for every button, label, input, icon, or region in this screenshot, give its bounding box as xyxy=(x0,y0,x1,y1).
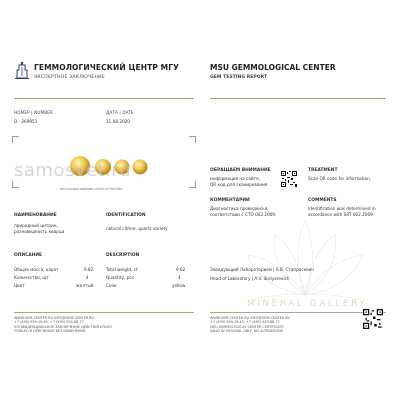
number-label: НОМЕР | NUMBER xyxy=(14,110,53,115)
identification-label-ru: НАИМЕНОВАНИЕ xyxy=(14,213,57,218)
footer-right-line: WWW.GEM-CENTER.RU INFO@GEM-CENTER.RU xyxy=(210,316,291,320)
footer-left-line: КОНФИДЕНЦИАЛЬНОЕ ЗАКЛЮЧЕНИЕ ДЕЙСТВИТЕЛЬНО xyxy=(14,324,113,329)
date-label: ДАТА | DATE xyxy=(106,110,134,115)
color-label-en: Color xyxy=(106,283,117,288)
total-weight-label-en: Total weight, ct xyxy=(106,267,138,272)
lab-head-ru: Заведующий Лабораторией | А.В. Стапрасевич xyxy=(210,267,314,272)
photo-caption: ФОТОГРАФИЯ ИЗДЕЛИЯ | PHOTO OF THE ITEM xyxy=(60,188,122,191)
comments-text-ru-1: Диагностика проведена в xyxy=(210,206,268,211)
treatment-label-en: TREATMENT xyxy=(308,168,338,173)
report-subtitle-en: GEM TESTING REPORT xyxy=(210,75,268,80)
lotus-watermark xyxy=(240,210,370,310)
quantity-label-ru: Количество, шт xyxy=(14,275,49,280)
center-title-en: MSU GEMMOLOGICAL CENTER xyxy=(210,63,336,72)
identification-value-en: natural citrine, quartz variety xyxy=(106,226,168,231)
total-weight-value-ru: 9.82 xyxy=(84,267,94,272)
total-weight-label-ru: Общая масса, карат xyxy=(14,267,59,272)
verification-text-ru-1: информация на сайте, xyxy=(210,176,260,181)
quantity-label-en: Quantity, pcs xyxy=(106,275,134,280)
description-label-en: DESCRIPTION xyxy=(106,253,140,258)
comments-label-en: COMMENTS xyxy=(308,198,337,203)
color-value-en: yellow xyxy=(172,283,186,288)
number-value: D - 269951 xyxy=(14,119,38,124)
color-value-ru: желтый xyxy=(76,283,94,288)
footer-right xyxy=(210,316,290,334)
divider xyxy=(210,98,386,99)
footer-right-line: VALID IN ORIGINAL ONLY, NO ALTERATIONS xyxy=(210,329,283,334)
divider xyxy=(14,98,194,99)
identification-value-ru-2: разновидность кварца xyxy=(14,229,65,234)
color-label-ru: Цвет xyxy=(14,283,25,288)
treatment-text-en: Scan QR code for information. xyxy=(308,176,372,181)
samosvet-watermark: samosvet.ru xyxy=(14,160,132,181)
footer-left-line: +7 (495) 939-19-45, +7 (495) 933-88-77 xyxy=(14,320,84,325)
footer-left-line: ТОЛЬКО В ОРИГИНАЛЕ БЕЗ ИЗМЕНЕНИЙ xyxy=(14,329,86,334)
center-title-ru: ГЕММОЛОГИЧЕСКИЙ ЦЕНТР МГУ xyxy=(34,63,179,72)
msu-building-icon xyxy=(14,62,30,80)
qr-code-icon[interactable] xyxy=(281,171,297,187)
gemstone-4 xyxy=(133,160,148,175)
footer-left-line: WWW.GEM-CENTER.RU INFO@GEM-CENTER.RU xyxy=(14,316,95,320)
quantity-value-en: 4 xyxy=(178,275,181,280)
quantity-value-ru: 4 xyxy=(86,275,89,280)
comments-text-en-2: accordance with SRT 002.2009. xyxy=(308,212,375,217)
comments-text-en-1: Identification was determined in xyxy=(308,206,376,211)
footer-left xyxy=(14,316,112,334)
identification-label-en: IDENTIFICATION xyxy=(106,213,146,218)
divider xyxy=(210,312,386,313)
total-weight-value-en: 9.82 xyxy=(176,267,186,272)
date-value: 11.08.2020 xyxy=(106,119,130,124)
comments-text-ru-2: соответствии с СТО 002.2009. xyxy=(210,212,277,217)
footer-right-line: +7 (495) 939-19-45, +7 (495) 933-88-77 xyxy=(210,320,280,325)
footer-qr-code-icon[interactable] xyxy=(363,309,383,329)
lab-head-en: Head of Laboratory | A.V. Stolyarevich xyxy=(210,276,290,281)
mineral-gallery-watermark: MINERAL GALLERY xyxy=(247,299,368,309)
verification-text-ru-2: QR код для сканирования xyxy=(210,182,268,187)
identification-value-ru-1: природный цитрин, xyxy=(14,223,58,228)
report-subtitle-ru: ЭКСПЕРТНОЕ ЗАКЛЮЧЕНИЕ xyxy=(34,75,105,80)
comments-label-ru: КОММЕНТАРИИ xyxy=(210,198,250,203)
divider xyxy=(14,312,194,313)
verification-label-ru: ОБРАЩАЕМ ВНИМАНИЕ xyxy=(210,168,271,173)
description-label-ru: ОПИСАНИЕ xyxy=(14,253,43,258)
footer-right-line: MSU GEMMOLOGICAL CENTER CERTIFICATE xyxy=(210,324,284,329)
